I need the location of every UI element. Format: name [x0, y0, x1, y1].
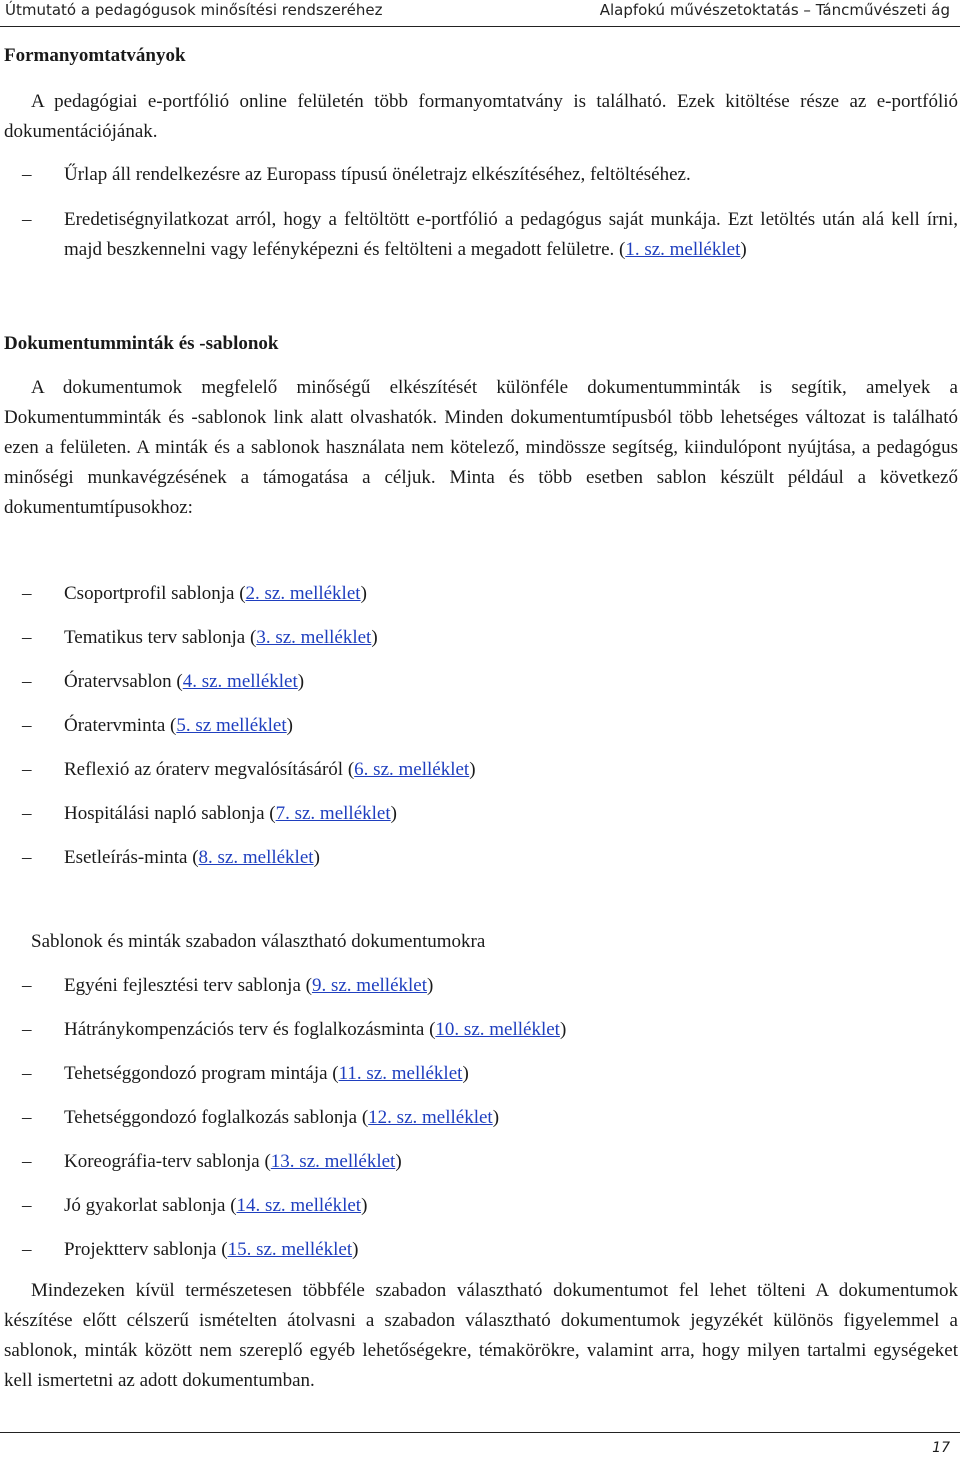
page-number: 17	[932, 1440, 950, 1456]
optional-docs-subheading: Sablonok és minták szabadon választható dokumentumokra	[31, 931, 486, 952]
annex-link[interactable]: 9. sz. melléklet	[311, 975, 427, 996]
header-right-title: Alapfokú művészetoktatás – Táncművészeti ág	[599, 1, 950, 19]
header-left-title: Útmutató a pedagógusok minősítési rendszeréhez	[5, 1, 383, 19]
annex-link[interactable]: 13. sz. melléklet	[270, 1151, 396, 1172]
annex-link[interactable]: 4. sz. melléklet	[182, 671, 298, 692]
annex-link[interactable]: 5. sz melléklet	[176, 715, 287, 736]
templates-paragraph: A dokumentumok megfelelő minőségű elkészítését különféle dokumentumminták is segítik, amelyek a Dokumentumminták és -sablonok link alatt olvashatók. Minden dokumentumtípusból több lehetséges változat is található ezen a felületen. A minták és a sablonok használata nem kötelező, mindössze segítség, kiindulópont nyújtása, a pedagógus minőségi munkavégzésének a támogatása a céljuk. Minta és több esetben sablon készült például a következő dokumentumtípusokhoz:	[4, 377, 958, 518]
annex-link[interactable]: 8. sz. melléklet	[198, 847, 314, 868]
list-item-text: Eredetiségnyilatkozat arról, hogy a feltöltött e-portfólió a pedagógus saját munkája. Ezt letöltés után alá kell írni, majd beszkennelni vagy lefényképezni és feltölteni a megadott felületre. (1. sz. melléklet)	[64, 209, 958, 260]
annex-link[interactable]: 2. sz. melléklet	[245, 583, 361, 604]
dash-bullet: –	[22, 209, 32, 230]
dash-bullet: –	[22, 164, 32, 185]
list-item-text: Űrlap áll rendelkezésre az Europass típusú önéletrajz elkészítéséhez, feltöltéséhez.	[64, 164, 691, 185]
section-heading-forms: Formanyomtatványok	[4, 45, 186, 66]
footer-divider	[0, 1432, 960, 1433]
annex-link[interactable]: 10. sz. melléklet	[435, 1019, 560, 1040]
annex-link[interactable]: 6. sz. melléklet	[354, 759, 470, 780]
annex-link[interactable]: 7. sz. melléklet	[275, 803, 391, 824]
section-heading-templates: Dokumentumminták és -sablonok	[4, 333, 279, 354]
annex-link[interactable]: 3. sz. melléklet	[256, 627, 372, 648]
annex-link[interactable]: 14. sz. melléklet	[236, 1195, 362, 1216]
closing-paragraph: Mindezeken kívül természetesen többféle szabadon választható dokumentumot fel lehet tölteni A dokumentumok készítése előtt célszerű ismételten átolvasni a szabadon választható dokumentumok jegyzékét különös figyelemmel a sablonok, minták között nem szereplő egyéb lehetőségekre, témakörökre, valamint arra, hogy milyen tartalmi egységeket kell ismertetni az adott dokumentumban.	[4, 1280, 958, 1391]
annex-link[interactable]: 1. sz. melléklet	[625, 239, 741, 260]
annex-link[interactable]: 11. sz. melléklet	[338, 1063, 463, 1084]
annex-link[interactable]: 15. sz. melléklet	[227, 1239, 353, 1260]
page-header	[0, 0, 960, 27]
annex-link[interactable]: 12. sz. melléklet	[368, 1107, 493, 1128]
forms-intro: A pedagógiai e-portfólió online felületén több formanyomtatvány is található. Ezek kitöltése része az e-portfólió dokumentációjának.	[4, 91, 958, 142]
